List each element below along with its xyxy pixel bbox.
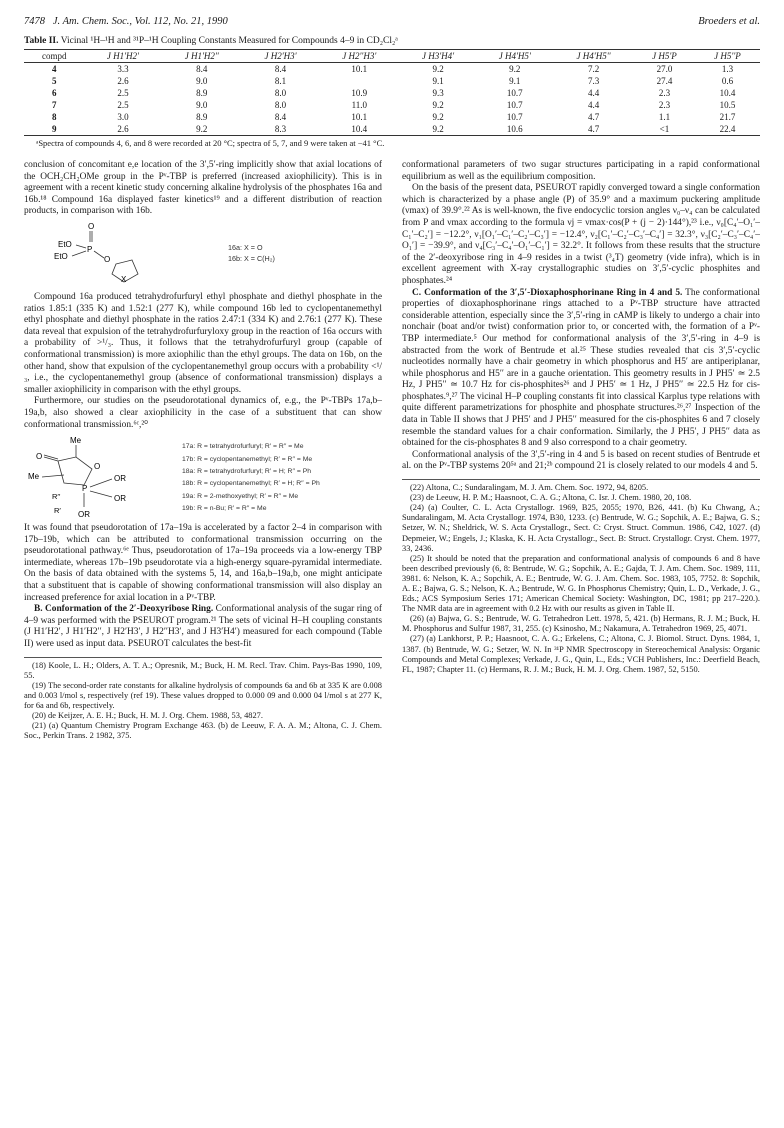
structure-17-19-legend [182, 441, 320, 515]
compound-cell: 9 [52, 124, 57, 134]
structure-16-drawing [24, 220, 382, 288]
coupling-value-cell: 8.0 [274, 88, 287, 98]
paragraph: Compound 16a produced tetrahydrofurfuryl ethyl phosphate and diethyl phosphate in the ratios 1.85:1 (335 K) and 1.52:1 (277 K), while compound 16b led to cyclopentanemethyl ethyl phosphate and diethyl phosphate in the ratios 2.47:1 (334 K) and 2.76:1 (277 K). These data reveal that expulsion of the tetrahydrofurfuryloxy group in the reaction of 16a occurs with a probability of >¹/₃. Thus, it follows that the tetrahydrofurfuryl group (capable of conformational transmission) is more axiophilic than the ethyl groups. The data on 16b, on the other hand, show that expulsion of the cyclopentanemethyl group occurs with a probability <¹/₃, i.e., the cyclopentanemethyl group (absence of conformational transmission) displays a smaller axiophilicity in comparison with the ethyl groups. [24, 291, 382, 395]
svg-text:O: O [94, 462, 101, 472]
paragraph: It was found that pseudorotation of 17a–19a is accelerated by a factor 2–4 in comparison with 17b–19b, which can be attributed to conformational transmission occurring on the pseudorotational pathway.⁶ᵉ Thus, pseudorotation of 17a–19a proceeds via a low-energy TBP intermediate, whereas 17b–19b pseudorotate via a high-energy square-pyramidal intermediate. On the basis of data obtained with the systems 5, 14, and 16a,b–19a,b, one might anticipate that a substituent that is capable of showing conformational transmission will also display an increased preference for axial location in a Pᵛ-TBP. [24, 523, 382, 603]
coupling-value-cell: 2.3 [658, 88, 671, 98]
legend-16b: 16b: X = C(H₂) [228, 253, 275, 263]
coupling-value-cell: 10.1 [351, 112, 368, 122]
coupling-value-cell: 2.5 [117, 100, 129, 110]
legend-entry: 19a: R = 2-methoxyethyl; R′ = R′′ = Me [182, 492, 299, 500]
table-header-cell: J H1'H2'' [184, 51, 219, 61]
struct-eto-1: EtO [58, 239, 72, 249]
table-label: Table II. [24, 36, 59, 46]
struct-o-label: O [88, 221, 95, 231]
coupling-value-cell: 9.2 [432, 124, 444, 134]
coupling-value-cell: 9.2 [432, 100, 444, 110]
coupling-value-cell: 4.7 [587, 124, 600, 134]
paragraph: On the basis of the present data, PSEUROT rapidly converged toward a single conformation which is characterized by a phase angle (P) of 35.9° and a maximum puckering amplitude (νmax) of 39.9°.²² As is well-known, the five endocyclic torsion angles ν₀–ν₄ can be calculated from P and νmax according to the formula νj = νmax·cos(P + (j − 2)·144°),²³ i.e., ν₀[C₄′–O₁′–C₁′–C₂′] = −12.2°, ν₁[O₁′–C₁′–C₂′–C₃′] = −12.4°, ν₂[C₁′–C₂′–C₃′–C₄′] = 32.3°, ν₃[C₂′–C₃′–C₄′–O₁′] = −39.9°, and ν₄[C₃′–C₄′–O₁′–C₁′] = 32.2°. It follows from these results that the structure of the 2′-deoxyribose ring in 4–9 resides in a twist (³₄T) geometry (vide infra), which is in excellent agreement with X-ray crystallographic studies on 3′,5′-cyclic phosphites and phosphates.²⁴ [402, 183, 760, 286]
coupling-value-cell: 1.1 [658, 112, 671, 122]
coupling-value-cell: 8.4 [274, 64, 287, 74]
svg-text:OR: OR [114, 474, 126, 484]
table-header-cell: J H2'H3' [264, 51, 297, 61]
reference: (26) (a) Bajwa, G. S.; Bentrude, W. G. Tetrahedron Lett. 1978, 5, 421. (b) Hermans, R. J. M.; Buck, H. M. Phosphorus and Sulfur 1987, 31, 255. (c) Ksinosho, M.; Nakamura, A. Tetrahedron 1969, 25, 4071. [402, 614, 760, 634]
table-row [24, 111, 760, 123]
section-heading: C. Conformation of the 3′,5′-Dioxaphosphorinane Ring in 4 and 5. [412, 287, 683, 298]
coupling-value-cell: 8.4 [274, 112, 287, 122]
coupling-value-cell: <1 [659, 124, 670, 134]
reference: (25) It should be noted that the preparation and conformational analysis of compounds 6 and 8 have been described previously (6, 8: Bentrude, W. G.; Sopchik, A. E.; Gajda, T. J. Am. Chem. Soc. 1989, 111, 3981. 6: Nelson, K. A.; Sopchik, A. E.; Bentrude, W. G. J. Am. Chem. Soc. 1983, 105, 7752. 8: Sopchik, A. E.; Bajwa, G. S.; Nelson, K. A.; Bentrude, W. G. In Phosphorus Chemistry; Quin, L. D., Verkade, J. G., Eds.; ACS Symposium Series 171; American Chemical Society: Washington, DC, 1981; pp 217–220.). The NMR data are in agreement with 0.2 Hz with our results as given in Table II. [402, 553, 760, 614]
table-row [24, 123, 760, 136]
coupling-value-cell: 9.2 [432, 64, 444, 74]
struct-x-label: X [121, 274, 127, 284]
table-row [24, 87, 760, 99]
coupling-value-cell: 4.4 [587, 100, 600, 110]
structure-17-19 [24, 435, 382, 519]
coupling-value-cell: 8.4 [196, 64, 208, 74]
coupling-value-cell: 8.9 [196, 112, 208, 122]
svg-text:O: O [36, 452, 43, 462]
two-column-body [24, 160, 760, 741]
reference: (27) (a) Lankhorst, P. P.; Haasnoot, C. A. G.; Erkelens, C.; Altona, C. J. Biomol. Struct. Dyns. 1984, 1, 1387. (b) Bentrude, W. G.; Setzer, W. N. In ³¹P NMR Spectroscopy in Stereochemical Analysis: Organic Compounds and Metal Complexes; Verkade, J. G., Quin, L., Eds.; VCH Publishers, Inc.: Deerfield Beach, FL, 1987; Chapter 11. (c) Hermans, R. J. M.; Buck, H. M. J. Org. Chem. 1987, 52, 5150. [402, 634, 760, 674]
coupling-value-cell: 22.4 [719, 124, 736, 134]
reference: (20) de Keijzer, A. E. H.; Buck, H. M. J. Org. Chem. 1988, 53, 4827. [32, 711, 263, 721]
table-body [24, 63, 760, 136]
coupling-value-cell: 9.0 [196, 100, 208, 110]
coupling-value-cell: 8.9 [196, 88, 208, 98]
paragraph: C. Conformation of the 3′,5′-Dioxaphosphorinane Ring in 4 and 5. The conformational properties of dioxaphosphorinane rings attached to a Pᵛ-TBP structure have attracted considerable attention, especially since the 3′,5′-ring in cAMP is likely to undergo a chair into nonchair (boat and/or twist) conformation prior to, or concerted with, the formation of a Pᵛ-TBP intermediate.⁵ Our method for conformational analysis of the 3′,5′-ring in 4–9 is abstracted from the work of Bentrude et al.²⁵ These studies revealed that cis 3′,5′-cyclic nucleotides normally have a chair geometry in which phosphorus and H5′ are antiperiplanar, while phosphorus and H5′′ are in a gauche orientation. This geometry results in J PH5′ ≃ 2.5 Hz, J PH5′′ ≃ 10.7 Hz for cis-phosphites²⁶ and J PH5′ ≃ 1 Hz, J PH5′′ ≃ 22.5 Hz for cis-phosphates.⁹,²⁷ The vicinal H–P coupling constants fit into classical Karplus type relations with quite different parametrizations for phosphite and phosphate structures.²⁶,²⁷ Inspection of the data in Table II shows that J PH5′ and J PH5′′ measured for the cis-phosphites 6 and 7 closely resemble the standard values for a chair conformation. Similarly, the J PH5′, J PH5′′ data as obtained for the cis-phosphates 8 and 9 also correspond to a chair geometry. [402, 287, 761, 449]
coupling-value-cell: 11.0 [351, 100, 367, 110]
structure-16 [24, 220, 382, 288]
legend-16a: 16a: X = O [228, 242, 263, 252]
coupling-value-cell: 8.0 [274, 100, 287, 110]
svg-text:P: P [87, 244, 93, 254]
coupling-value-cell: 10.7 [506, 100, 523, 110]
reference: (21) (a) Quantum Chemistry Program Exchange 463. (b) de Leeuw, F. A. A. M.; Altona, C. J. Chem. Soc., Perkin Trans. 2 1982, 375. [24, 721, 382, 741]
coupling-value-cell: 1.3 [721, 64, 734, 74]
paragraph: Conformational analysis of the 3′,5′-ring in 4 and 5 is based on recent studies of Bentrude et al. on the Pᵛ-TBP systems 20⁵ᵃ and 21;²ᵇ compound 21 is closely related to our models 4 and 5. [402, 449, 760, 472]
compound-cell: 5 [52, 76, 57, 86]
svg-text:Me: Me [70, 436, 82, 446]
table-row [24, 75, 760, 87]
legend-entry: 18a: R = tetrahydrofurfuryl; R′ = H; R′′ = Ph [182, 467, 312, 475]
paragraph: B. Conformation of the 2′-Deoxyribose Ring. Conformational analysis of the sugar ring of 4–9 was performed with the PSEUROT program.²¹ The sets of vicinal H–H coupling constants (J H1′H2′, J H1′H2′′, J H2′H3′, J H2′′H3′, and J H3′H4′) measured for each compound (Table II) were used as input data. PSEUROT calculates the best-fit [24, 604, 382, 650]
coupling-value-cell: 7.2 [587, 64, 600, 74]
legend-entry: 19b: R = n-Bu; R′ = R′′ = Me [182, 505, 267, 513]
references-left [24, 657, 382, 742]
coupling-value-cell: 8.3 [274, 124, 287, 134]
table-row [24, 63, 760, 76]
left-column [24, 160, 382, 741]
coupling-value-cell: 2.3 [658, 100, 671, 110]
svg-text:R′′: R′′ [52, 492, 61, 502]
section-heading: B. Conformation of the 2′-Deoxyribose Ring. [34, 604, 214, 615]
coupling-value-cell: 10.7 [506, 88, 523, 98]
coupling-value-cell: 4.4 [587, 88, 600, 98]
coupling-value-cell: 10.1 [351, 64, 368, 74]
running-head-left [24, 16, 228, 32]
table-header-cell: J H2''H3' [342, 51, 377, 61]
table-header-cell: J H1'H2' [106, 51, 139, 61]
svg-text:R′: R′ [54, 506, 61, 516]
coupling-value-cell: 21.7 [719, 112, 736, 122]
coupling-value-cell: 2.6 [117, 124, 129, 134]
table-footnote: ᵃSpectra of compounds 4, 6, and 8 were recorded at 20 °C; spectra of 5, 7, and 9 were taken at −41 °C. [36, 138, 385, 148]
table-row [24, 99, 760, 111]
reference: (19) The second-order rate constants for alkaline hydrolysis of compounds 6a and 6b at 335 K are 0.008 and 0.003 l/mol s, respectively (ref 19). These values dropped to 0.000 09 and 0.000 04 l/mol s at 277 K, for 6a and 6b, respectively. [24, 680, 382, 710]
reference: (22) Altona, C.; Sundaralingam, M. J. Am. Chem. Soc. 1972, 94, 8205. [410, 483, 649, 493]
paragraph: Furthermore, our studies on the pseudorotational dynamics of, e.g., the Pᵛ-TBPs 17a,b–19a,b, also showed a clear axiophilicity in the case of a substituent that can show conformational transmission.⁶ᶜ,²⁰ [24, 396, 382, 430]
coupling-value-cell: 10.4 [351, 124, 368, 134]
struct-eto-2: EtO [54, 251, 68, 261]
running-head-authors: Broeders et al. [698, 16, 760, 27]
journal-citation: J. Am. Chem. Soc., Vol. 112, No. 21, 1990 [52, 16, 228, 27]
coupling-value-cell: 27.4 [656, 76, 673, 86]
coupling-value-cell: 9.0 [196, 76, 208, 86]
coupling-value-cell: 10.6 [506, 124, 523, 134]
paragraph: conclusion of concomitant e,e location of the 3′,5′-ring implicitly show that axial locations of the OCH₂CH₂OMe group in the Pᵛ-TBP is preferred (increased axiophilicity). This is in agreement with a recent kinetic study concerning alkaline hydrolysis of the phosphates 16a and 16b.¹⁸ Compound 16a displayed faster kinetics¹⁹ and a different distribution of reaction products, in comparison with 16b. [24, 160, 382, 217]
compound-cell: 8 [52, 112, 57, 122]
table-header-cell: compd [42, 51, 67, 61]
reference: (18) Koole, L. H.; Olders, A. T. A.; Opresnik, M.; Buck, H. M. Recl. Trav. Chim. Pays-Bas 1990, 109, 55. [24, 660, 382, 680]
svg-text:O: O [104, 254, 111, 264]
compound-cell: 4 [52, 64, 57, 74]
legend-entry: 17b: R = cyclopentanemethyl; R′ = R′′ = Me [182, 455, 313, 463]
coupling-value-cell: 4.7 [587, 112, 600, 122]
svg-text:OR: OR [78, 510, 90, 520]
right-column [402, 160, 760, 741]
coupling-value-cell: 10.7 [506, 112, 523, 122]
structure-16-legend [228, 242, 275, 264]
running-head [24, 16, 760, 32]
table-header-cell: J H3'H4' [422, 51, 455, 61]
table-header-cell: J H5'P [652, 51, 677, 61]
coupling-value-cell: 0.6 [721, 76, 734, 86]
svg-text:P: P [82, 484, 88, 494]
coupling-value-cell: 10.4 [719, 88, 736, 98]
coupling-value-cell: 2.6 [117, 76, 129, 86]
coupling-value-cell: 9.2 [432, 112, 444, 122]
coupling-value-cell: 10.5 [719, 100, 736, 110]
table-header-cell: J H4'H5' [498, 51, 531, 61]
table-caption [24, 36, 760, 46]
table-header-row [24, 50, 760, 63]
coupling-value-cell: 3.3 [117, 64, 129, 74]
svg-text:OR: OR [114, 494, 126, 504]
table-header [24, 50, 760, 63]
coupling-value-cell: 27.0 [656, 64, 673, 74]
references-right [402, 479, 760, 675]
page-number: 7478 [24, 16, 45, 27]
paragraph: conformational parameters of two sugar structures participating in a rapid conformational equilibrium as well as the equilibrium composition. [402, 160, 760, 182]
structure-17-19-drawing [24, 435, 174, 519]
coupling-value-cell: 3.0 [117, 112, 129, 122]
legend-entry: 17a: R = tetrahydrofurfuryl; R′ = R′′ = Me [182, 443, 304, 451]
reference: (23) de Leeuw, H. P. M.; Haasnoot, C. A. G.; Altona, C. Isr. J. Chem. 1980, 20, 108. [410, 493, 692, 503]
coupling-value-cell: 9.1 [432, 76, 444, 86]
table-header-cell: J H4'H5'' [576, 51, 611, 61]
table-title: Vicinal ¹H–¹H and ³¹P–¹H Coupling Constants Measured for Compounds 4–9 in CD₂Cl₂ᵃ [60, 36, 398, 46]
coupling-value-cell: 9.2 [196, 124, 208, 134]
coupling-value-cell [319, 75, 400, 87]
coupling-value-cell: 9.3 [432, 88, 444, 98]
coupling-value-cell: 2.5 [117, 88, 129, 98]
compound-cell: 6 [52, 88, 57, 98]
legend-entry: 18b: R = cyclopentanemethyl; R′ = H; R′′ = Ph [182, 480, 320, 488]
coupling-table [24, 49, 760, 136]
coupling-value-cell: 10.9 [351, 88, 368, 98]
coupling-value-cell: 9.1 [509, 76, 521, 86]
page [24, 16, 760, 741]
svg-text:Me: Me [28, 472, 40, 482]
compound-cell: 7 [52, 100, 57, 110]
coupling-value-cell: 8.1 [274, 76, 287, 86]
table-header-cell: J H5''P [714, 51, 741, 61]
coupling-value-cell: 7.3 [587, 76, 600, 86]
reference: (24) (a) Coulter, C. L. Acta Crystallogr. 1969, B25, 2055; 1970, B26, 441. (b) Ku Chwang, A.; Sundaralingam, M. Acta Crystallogr. 1974, B30, 1233. (c) Bentrude, W. G.; Sopchik, A. E.; Bajwa, G. S.; Setzer, W. N.; Sheldrick, W. S. Acta Crystallogr., Sect. C: Cryst. Struct. Commun. 1986, C42, 1027. (d) Depmeier, W.; Engels, J.; Klaska, K. H. Acta Crystallogr., Sect. B: Struct. Crystallogr. Cryst. Chem. 1977, 33, 2436. [402, 503, 760, 553]
coupling-value-cell: 9.2 [509, 64, 521, 74]
